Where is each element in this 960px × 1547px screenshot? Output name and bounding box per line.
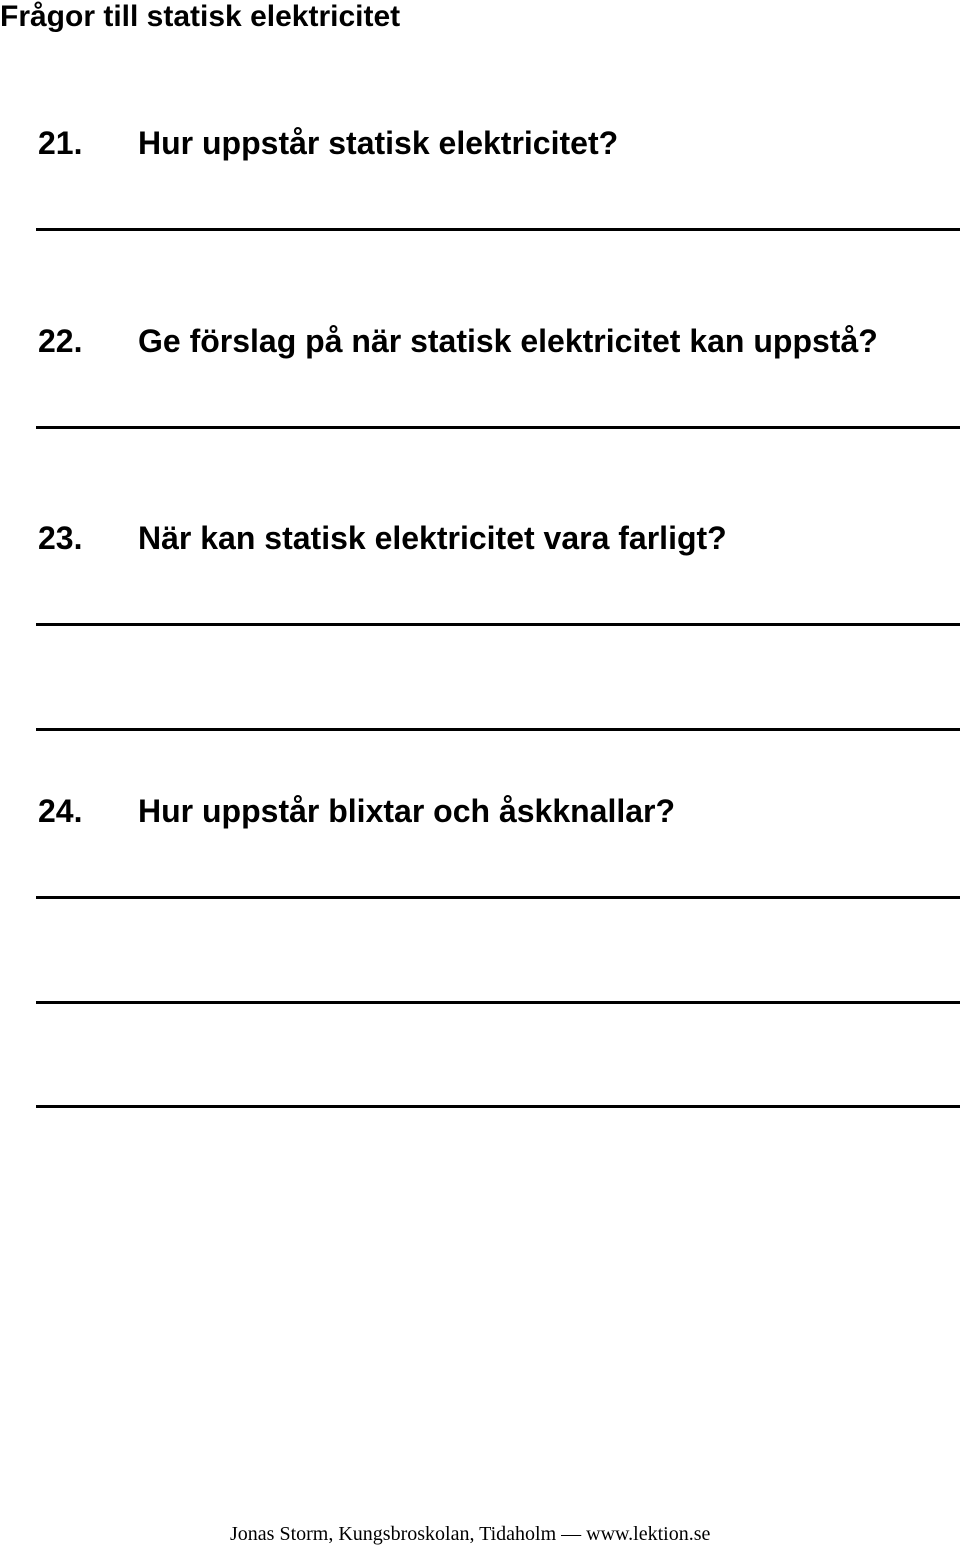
question-21 xyxy=(38,124,618,162)
question-24 xyxy=(38,792,675,830)
answer-line[interactable] xyxy=(36,728,960,731)
page-title: Frågor till statisk elektricitet xyxy=(0,0,401,33)
question-text: När kan statisk elektricitet vara farligt? xyxy=(138,520,727,556)
answer-line[interactable] xyxy=(36,1001,960,1004)
answer-line[interactable] xyxy=(36,1105,960,1108)
answer-line[interactable] xyxy=(36,426,960,429)
question-text: Ge förslag på när statisk elektricitet kan uppstå? xyxy=(138,323,878,359)
question-number: 24. xyxy=(38,793,83,829)
question-number: 23. xyxy=(38,520,83,556)
question-22 xyxy=(38,322,878,360)
question-text: Hur uppstår statisk elektricitet? xyxy=(138,125,619,161)
question-23 xyxy=(38,519,727,557)
answer-line[interactable] xyxy=(36,228,960,231)
question-number: 22. xyxy=(38,323,83,359)
question-text: Hur uppstår blixtar och åskknallar? xyxy=(138,793,676,829)
footer-credit: Jonas Storm, Kungsbroskolan, Tidaholm — www.lektion.se xyxy=(230,1523,711,1545)
question-number: 21. xyxy=(38,125,83,161)
answer-line[interactable] xyxy=(36,896,960,899)
answer-line[interactable] xyxy=(36,623,960,626)
